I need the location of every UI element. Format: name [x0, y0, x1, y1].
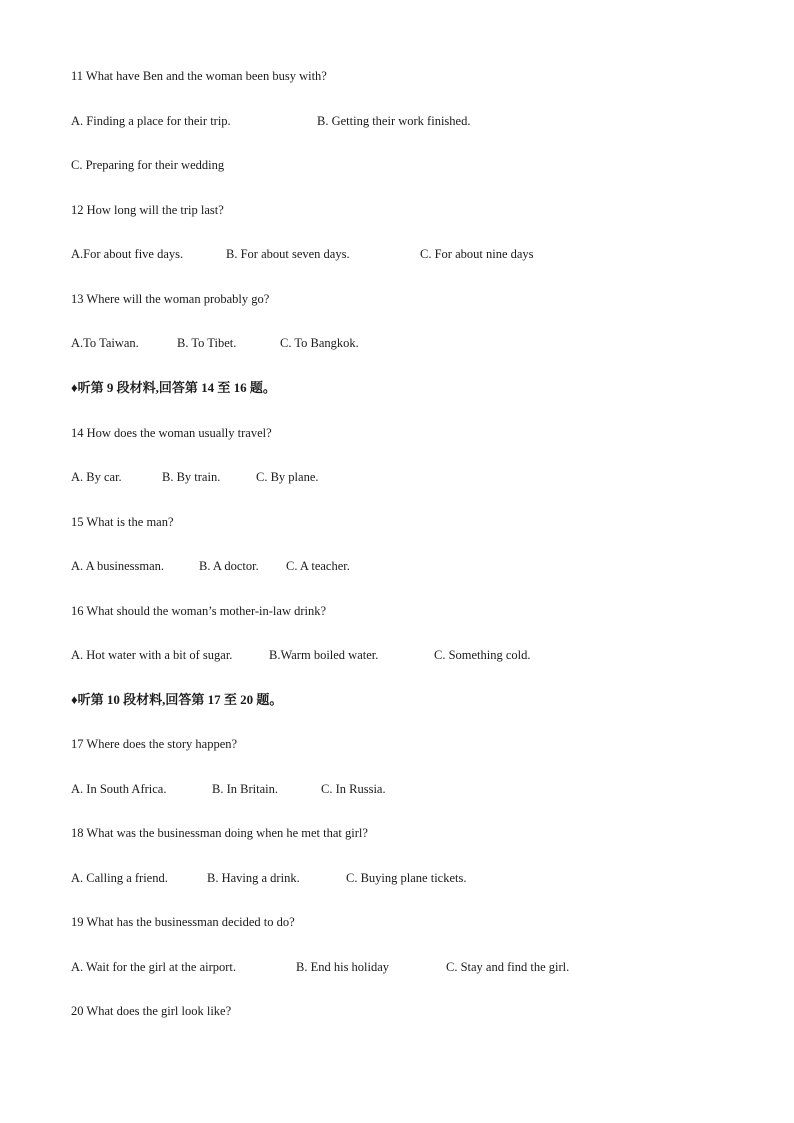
- question-14-prompt: 14 How does the woman usually travel?: [71, 426, 272, 440]
- question-12-prompt: 12 How long will the trip last?: [71, 203, 224, 217]
- option-c: C. Buying plane tickets.: [346, 871, 467, 885]
- option-b: B. Getting their work finished.: [317, 114, 471, 128]
- option-c: C. By plane.: [256, 470, 319, 484]
- question-17-prompt: 17 Where does the story happen?: [71, 737, 238, 751]
- option-c: C. In Russia.: [321, 782, 386, 796]
- section-heading-9: ♦听第 9 段材料,回答第 14 至 16 题。: [71, 380, 276, 395]
- question-13-prompt: 13 Where will the woman probably go?: [71, 292, 270, 306]
- question-20-prompt: 20 What does the girl look like?: [71, 1004, 232, 1018]
- question-11-prompt: 11 What have Ben and the woman been busy with?: [71, 69, 327, 83]
- option-a: A.For about five days.: [71, 247, 184, 261]
- option-a: A. Finding a place for their trip.: [71, 114, 231, 128]
- option-a: A. By car.: [71, 470, 122, 484]
- option-b: B. By train.: [162, 470, 221, 484]
- option-a: A. Calling a friend.: [71, 871, 168, 885]
- option-a: A. In South Africa.: [71, 782, 167, 796]
- option-a: A. A businessman.: [71, 559, 165, 573]
- option-c: C. To Bangkok.: [280, 336, 359, 350]
- option-c: C. A teacher.: [286, 559, 350, 573]
- option-c: C. For about nine days: [420, 247, 534, 261]
- question-16-prompt: 16 What should the woman’s mother-in-law drink?: [71, 604, 327, 618]
- option-b: B. For about seven days.: [226, 247, 350, 261]
- question-19-prompt: 19 What has the businessman decided to do?: [71, 915, 295, 929]
- option-a: A. Hot water with a bit of sugar.: [71, 648, 233, 662]
- option-c: C. Something cold.: [434, 648, 531, 662]
- question-15-prompt: 15 What is the man?: [71, 515, 174, 529]
- option-b: B. End his holiday: [296, 960, 390, 974]
- option-a: A. Wait for the girl at the airport.: [71, 960, 237, 974]
- question-18-prompt: 18 What was the businessman doing when he met that girl?: [71, 826, 368, 840]
- option-c: C. Stay and find the girl.: [446, 960, 570, 974]
- option-b: B. To Tibet.: [177, 336, 237, 350]
- section-heading-10: ♦听第 10 段材料,回答第 17 至 20 题。: [71, 692, 283, 707]
- option-b: B. In Britain.: [212, 782, 278, 796]
- option-a: A.To Taiwan.: [71, 336, 139, 350]
- question-11-option-c: C. Preparing for their wedding: [71, 158, 225, 172]
- option-b: B.Warm boiled water.: [269, 648, 379, 662]
- option-b: B. A doctor.: [199, 559, 259, 573]
- option-b: B. Having a drink.: [207, 871, 300, 885]
